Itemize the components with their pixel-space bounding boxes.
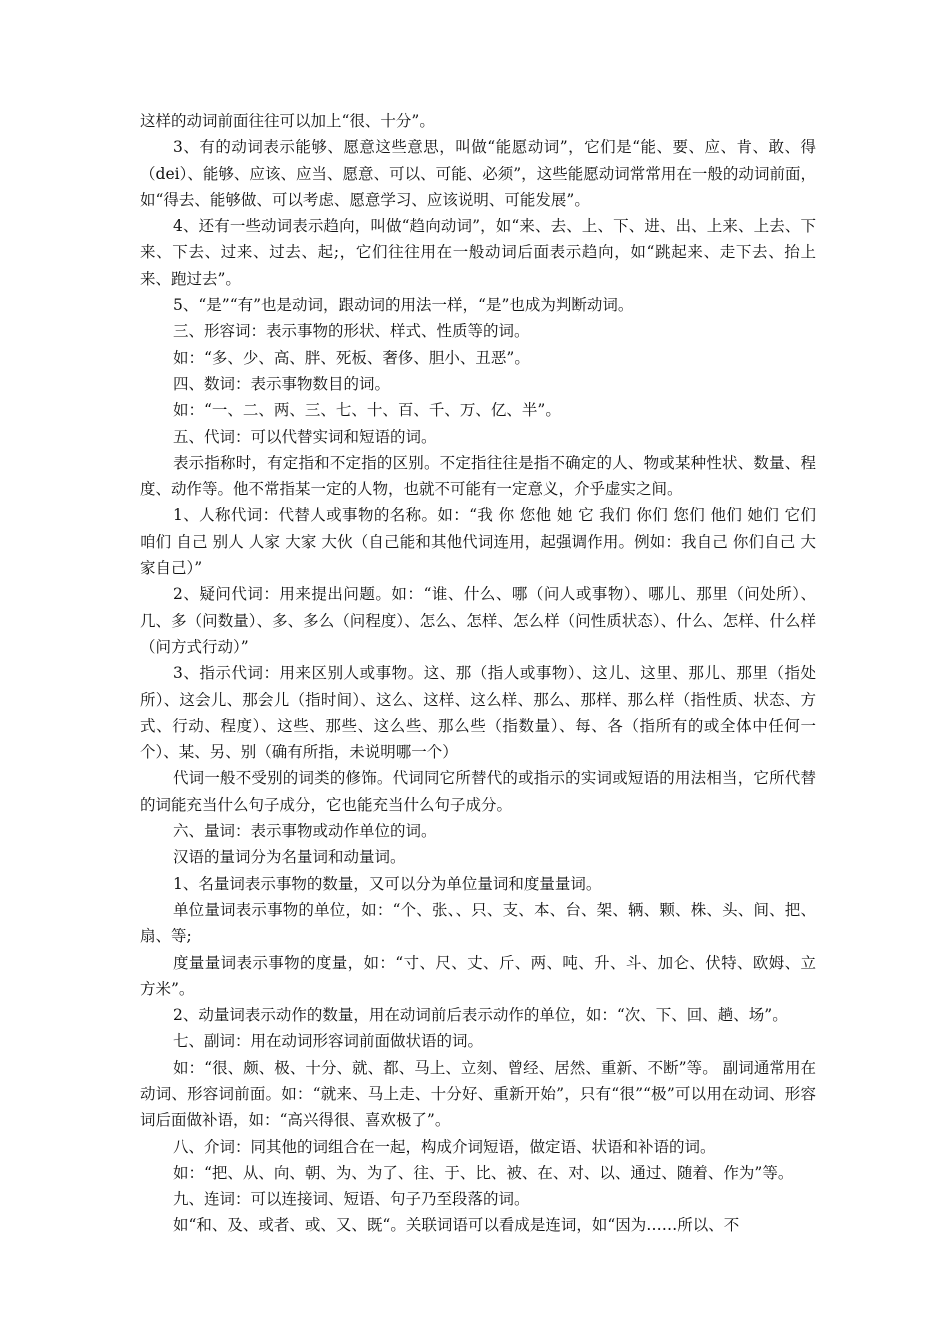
paragraph: 这样的动词前面往往可以加上“很、十分”。: [140, 112, 435, 130]
paragraph: 六、量词：表示事物或动作单位的词。: [173, 822, 437, 841]
document-page: [140, 108, 816, 1239]
paragraph: 1、人称代词：代替人或事物的名称。如：“我 你 您他 她 它 我们 你们 您们 他们 她们 它们 咱们 自己 别人 人家 大家 大伙（自己能和其他代词连用，起强调作用。例如：我自己 你们自己 大家自己）”: [140, 506, 816, 578]
paragraph: 表示指称时，有定指和不定指的区别。不定指往往是指不确定的人、物或某种性状、数量、程度、动作等。他不常指某一定的人物，也就不可能有一定意义，介乎虚实之间。: [140, 453, 816, 499]
paragraph: 如：“一、二、两、三、七、十、百、千、万、亿、半”。: [173, 401, 561, 420]
paragraph: 如：“多、少、高、胖、死板、奢侈、胆小、丑恶”。: [173, 348, 530, 367]
paragraph: 五、代词：可以代替实词和短语的词。: [173, 427, 437, 446]
paragraph: 单位量词表示事物的单位，如：“个、张、、只、支、本、台、架、辆、颗、株、头、间、把、扇、等;: [140, 900, 816, 946]
paragraph: 4、还有一些动词表示趋向，叫做“趋向动词”，如“来、去、上、下、进、出、上来、上去、下来、下去、过来、过去、起;，它们往往用在一般动词后面表示趋向，如“跳起来、走下去、抬上来、跑过去”。: [140, 217, 816, 288]
paragraph: 如：“很、颇、极、十分、就、都、马上、立刻、曾经、居然、重新、不断”等。 副词通常用在动词、形容词前面。如：“就来、马上走、十分好、重新开始”，只有“很”“极”可以用在动词、形容词后面做补语，如：“高兴得很、喜欢极了”。: [140, 1058, 816, 1130]
paragraph: 3、有的动词表示能够、愿意这些意思，叫做“能愿动词”，它们是“能、要、应、肯、敢、得（dei）、能够、应该、应当、愿意、可以、可能、必须”，这些能愿动词常常用在一般的动词前面，如“得去、能够做、可以考虑、愿意学习、应该说明、可能发展”。: [140, 138, 816, 209]
paragraph: 5、“是”“有”也是动词，跟动词的用法一样，“是”也成为判断动词。: [173, 296, 634, 315]
paragraph: 1、名量词表示事物的数量，又可以分为单位量词和度量量词。: [173, 874, 602, 893]
paragraph: 代词一般不受别的词类的修饰。代词同它所替代的或指示的实词或短语的用法相当，它所代替的词能充当什么句子成分，它也能充当什么句子成分。: [140, 769, 816, 814]
paragraph: 汉语的量词分为名量词和动量词。: [173, 848, 406, 867]
paragraph: 如“和、及、或者、或、又、既“。关联词语可以看成是连词，如“因为……所以、不: [173, 1216, 740, 1235]
paragraph: 九、连词：可以连接词、短语、句子乃至段落的词。: [173, 1190, 530, 1209]
paragraph: 三、形容词：表示事物的形状、样式、性质等的词。: [173, 322, 530, 341]
paragraph: 七、副词：用在动词形容词前面做状语的词。: [173, 1032, 484, 1051]
paragraph: 四、数词：表示事物数目的词。: [173, 374, 391, 393]
paragraph: 2、动量词表示动作的数量，用在动词前后表示动作的单位，如：“次、下、回、趟、场”。: [173, 1006, 788, 1025]
paragraph: 3、指示代词：用来区别人或事物。这、那（指人或事物）、这儿、这里、那儿、那里（指处所）、这会儿、那会儿（指时间）、这么、这样、这么样、那么、那样、那么样（指性质、状态、方式、行动、程度）、这些、那些、这么些、那么些（指数量）、每、各（指所有的或全体中任何一个）、某、另、别（确有所指，未说明哪一个）: [140, 664, 816, 762]
paragraph: 2、疑问代词：用来提出问题。如：“谁、什么、哪（问人或事物）、哪儿、那里（问处所）、几、多（问数量）、多、多么（问程度）、怎么、怎样、怎么样（问性质状态）、什么、怎样、什么样（问方式行动）”: [140, 585, 816, 656]
paragraph: 如：“把、从、向、朝、为、为了、往、于、比、被、在、对、以、通过、随着、作为”等。: [173, 1163, 794, 1182]
paragraph: 度量量词表示事物的度量，如：“寸、尺、丈、斤、两、吨、升、斗、加仑、伏特、欧姆、立方米”。: [140, 953, 816, 998]
paragraph: 八、介词：同其他的词组合在一起，构成介词短语，做定语、状语和补语的词。: [173, 1137, 716, 1156]
